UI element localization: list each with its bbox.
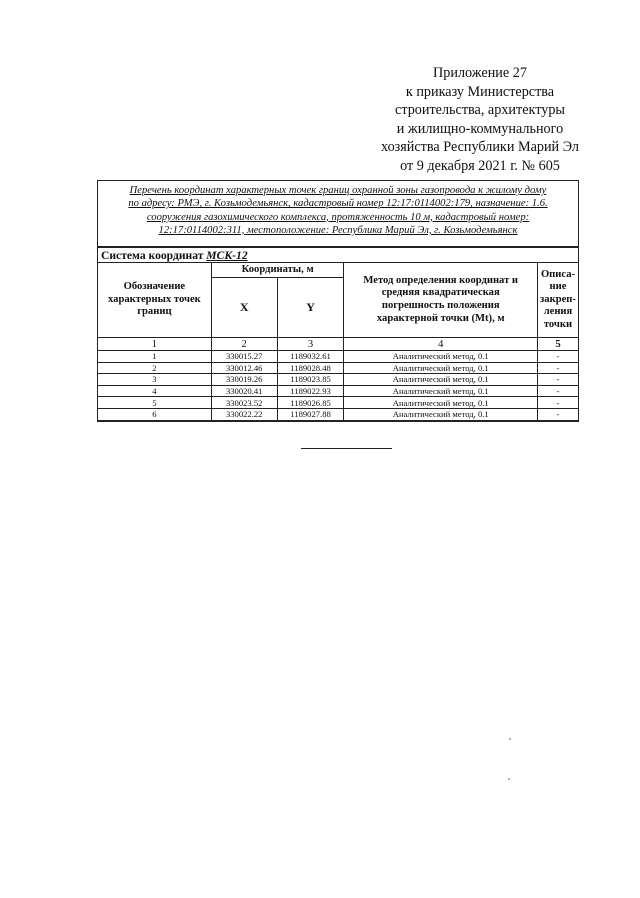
- caption-line-text: сооружения газохимического комплекса, протяженность 10 м, кадастровый номер:: [146, 211, 530, 223]
- header-x: X: [211, 278, 277, 338]
- cell-x: 330015.27: [211, 351, 277, 363]
- column-number-row: [98, 338, 579, 351]
- caption-line: [98, 211, 578, 224]
- cell-y: 1189026.85: [277, 397, 344, 409]
- caption-line: [98, 197, 578, 210]
- cell-point: 4: [98, 385, 212, 397]
- coordinate-system-row: [98, 248, 579, 263]
- scan-speck: [509, 738, 511, 740]
- table-row: [98, 408, 579, 420]
- cell-y: 1189028.48: [277, 362, 344, 374]
- header-line-date: от 9 декабря 2021 г. № 605: [400, 157, 560, 174]
- header-line-ministry: строительства, архитектуры: [395, 102, 565, 119]
- cell-x: 330019.26: [211, 374, 277, 386]
- cell-method: Аналитический метод, 0.1: [344, 408, 538, 420]
- header-line-order: к приказу Министерства: [405, 83, 555, 100]
- scan-speck: [508, 778, 510, 780]
- caption-line: [98, 184, 578, 197]
- cell-y: 1189023.85: [277, 374, 344, 386]
- cell-method: Аналитический метод, 0.1: [344, 374, 538, 386]
- column-number: 2: [211, 338, 277, 351]
- caption-line-text: Перечень координат характерных точек границ охранной зоны газопровода к жилому дому: [129, 185, 547, 196]
- cell-description: -: [537, 374, 578, 386]
- column-number: 3: [277, 338, 344, 351]
- cell-method: Аналитический метод, 0.1: [344, 351, 538, 363]
- column-number: 4: [344, 338, 538, 351]
- header-line-appendix: Приложение 27: [433, 65, 527, 81]
- cell-point: 1: [98, 351, 212, 363]
- cell-description: -: [537, 397, 578, 409]
- cell-y: 1189032.61: [277, 351, 344, 363]
- caption-line-text: по адресу: РМЭ, г. Козьмодемьянск, кадастровый номер 12:17:0114002:179, назначение: 1.6.: [128, 198, 548, 210]
- separator-line: [301, 448, 392, 449]
- table-row: [98, 351, 579, 363]
- column-number: 1: [98, 338, 212, 351]
- cell-point: 5: [98, 397, 212, 409]
- coordinate-system-cell: [98, 248, 579, 263]
- cell-point: 3: [98, 374, 212, 386]
- coordinates-document-frame: [97, 180, 579, 422]
- cell-method: Аналитический метод, 0.1: [344, 385, 538, 397]
- column-number: 5: [537, 338, 578, 351]
- table-row: [98, 362, 579, 374]
- table-row: [98, 397, 579, 409]
- cell-description: -: [537, 385, 578, 397]
- cell-description: -: [537, 351, 578, 363]
- header-line-republic: хозяйства Республики Марий Эл: [381, 139, 579, 156]
- cell-y: 1189022.93: [277, 385, 344, 397]
- caption-line-text: 12:17:0114002:311, местоположение: Республика Марий Эл, г. Козьмодемьянск: [158, 224, 518, 236]
- header-method: Метод определения координат и средняя квадратическая погрешность положения характерной точки (Mt), м: [344, 263, 538, 338]
- coordinates-table: [97, 247, 579, 421]
- header-description: Описа-ние закреп-ления точки: [537, 263, 578, 338]
- coordinate-system-label: Система координат: [101, 248, 207, 262]
- table-header-row: [98, 263, 579, 278]
- cell-method: Аналитический метод, 0.1: [344, 397, 538, 409]
- cell-y: 1189027.88: [277, 408, 344, 420]
- header-line-housing: и жилищно-коммунального: [396, 120, 564, 137]
- cell-x: 330020.41: [211, 385, 277, 397]
- header-coordinates: Координаты, м: [211, 263, 344, 278]
- header-y: Y: [277, 278, 344, 338]
- cell-method: Аналитический метод, 0.1: [344, 362, 538, 374]
- cell-description: -: [537, 362, 578, 374]
- table-row: [98, 385, 579, 397]
- cell-point: 6: [98, 408, 212, 420]
- caption-line: [98, 224, 578, 237]
- cell-x: 330012.46: [211, 362, 277, 374]
- appendix-header: [355, 64, 605, 176]
- table-row: [98, 374, 579, 386]
- cell-x: 330023.52: [211, 397, 277, 409]
- cell-description: -: [537, 408, 578, 420]
- cell-point: 2: [98, 362, 212, 374]
- coordinate-system-value: МСК-12: [206, 248, 248, 262]
- cell-x: 330022.22: [211, 408, 277, 420]
- table-caption: [98, 181, 578, 247]
- header-points: Обозначение характерных точек границ: [98, 263, 212, 338]
